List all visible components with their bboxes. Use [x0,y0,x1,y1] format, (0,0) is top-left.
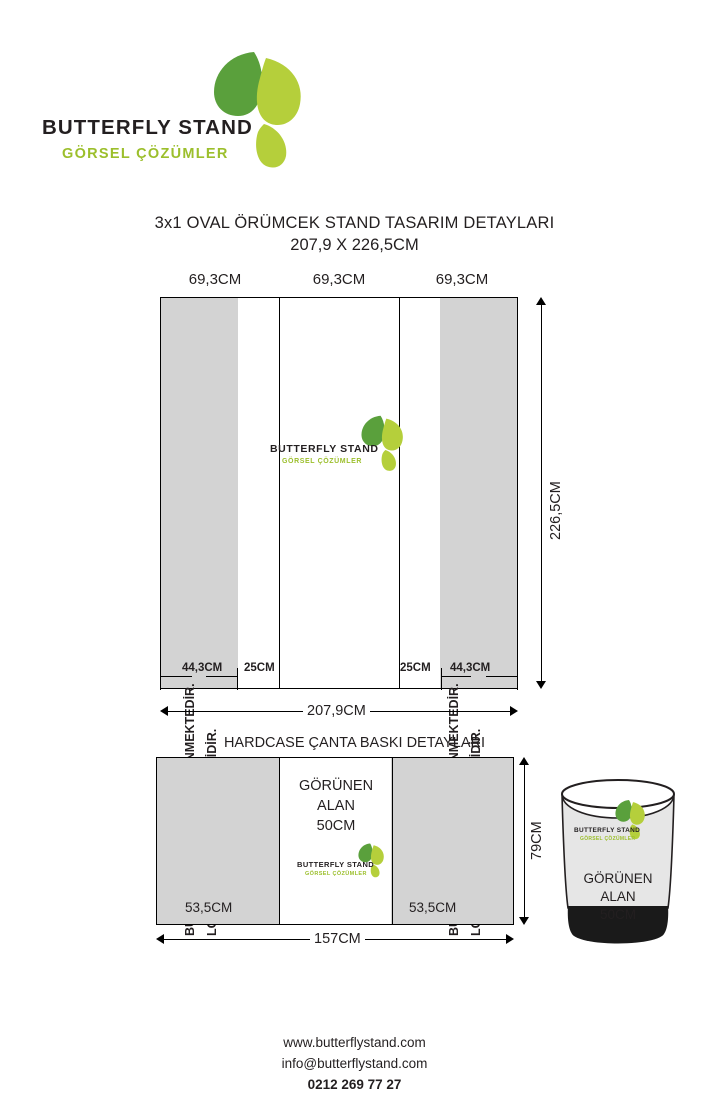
brand-subtitle: GÖRSEL ÇÖZÜMLER [62,146,229,162]
counter-illustration [552,770,684,945]
tick-mark [237,668,238,690]
counter-visible-area-text [552,870,684,924]
hardcase-title: HARDCASE ÇANTA BASKI DETAYLARI [223,735,486,751]
panel-dim-right-wrap: 44,3CM [450,662,491,674]
top-width-label-3: 69,3CM [435,271,489,288]
footer-website[interactable]: www.butterflystand.com [283,1035,426,1050]
tick-rule [206,676,237,677]
footer-contact [0,1032,709,1095]
panel-dim-left-gap: 25CM [244,662,275,674]
total-height-arrow [536,297,547,689]
panel-right-wrap-area [440,298,517,688]
panel-dim-left-wrap: 44,3CM [182,662,223,674]
hardcase-divider-2 [392,758,393,924]
counter-visible-line3: 50CM [599,907,636,922]
hardcase-left-label: 53,5CM [185,900,233,915]
panel-dim-right-gap: 25CM [400,662,431,674]
brand-name: BUTTERFLY STAND [42,116,253,139]
top-width-labels [160,271,518,293]
hardcase-right-label: 53,5CM [409,900,457,915]
footer-email[interactable]: info@butterflystand.com [281,1056,428,1071]
hardcase-visible-line2: ALAN [317,798,355,814]
hardcase-height-label: 79CM [529,821,545,860]
page-title-line2: 207,9 X 226,5CM [290,236,419,254]
panel-left-wrap-area [161,298,238,688]
panel-brand-name: BUTTERFLY STAND [270,443,379,455]
hardcase-brand-name: BUTTERFLY STAND [297,860,375,869]
tick-rule [160,676,192,677]
hardcase-visible-area-text [280,776,392,836]
panel-brand-subtitle: GÖRSEL ÇÖZÜMLER [282,458,363,465]
panel-bottom-dimension-labels [160,662,518,682]
footer-phone: 0212 269 77 27 [307,1077,402,1092]
hardcase-brand-subtitle: GÖRSEL ÇÖZÜMLER [305,871,367,877]
hardcase-visible-line1: GÖRÜNEN [298,778,374,794]
counter-brand-name: BUTTERFLY STAND [574,827,641,834]
tick-mark [441,668,442,690]
panel-center-logo [269,410,419,500]
tick-rule [486,676,517,677]
counter-visible-line1: GÖRÜNEN [583,871,653,886]
top-width-label-1: 69,3CM [188,271,242,288]
tick-mark [160,668,161,690]
page-title-line1: 3x1 OVAL ÖRÜMCEK STAND TASARIM DETAYLARI [154,214,555,232]
company-logo [40,40,360,175]
tick-mark [517,668,518,690]
top-width-label-2: 69,3CM [312,271,366,288]
tick-rule [441,676,471,677]
total-width-label: 207,9CM [303,703,370,719]
hardcase-visible-line3: 50CM [316,818,356,834]
counter-visible-line2: ALAN [600,889,636,904]
hardcase-logo [297,840,389,890]
spider-stand-panel [160,297,518,689]
hardcase-panel [156,757,514,925]
counter-brand-subtitle: GÖRSEL ÇÖZÜMLER [580,836,636,842]
hardcase-width-label: 157CM [310,931,365,947]
total-height-label: 226,5CM [548,481,564,540]
